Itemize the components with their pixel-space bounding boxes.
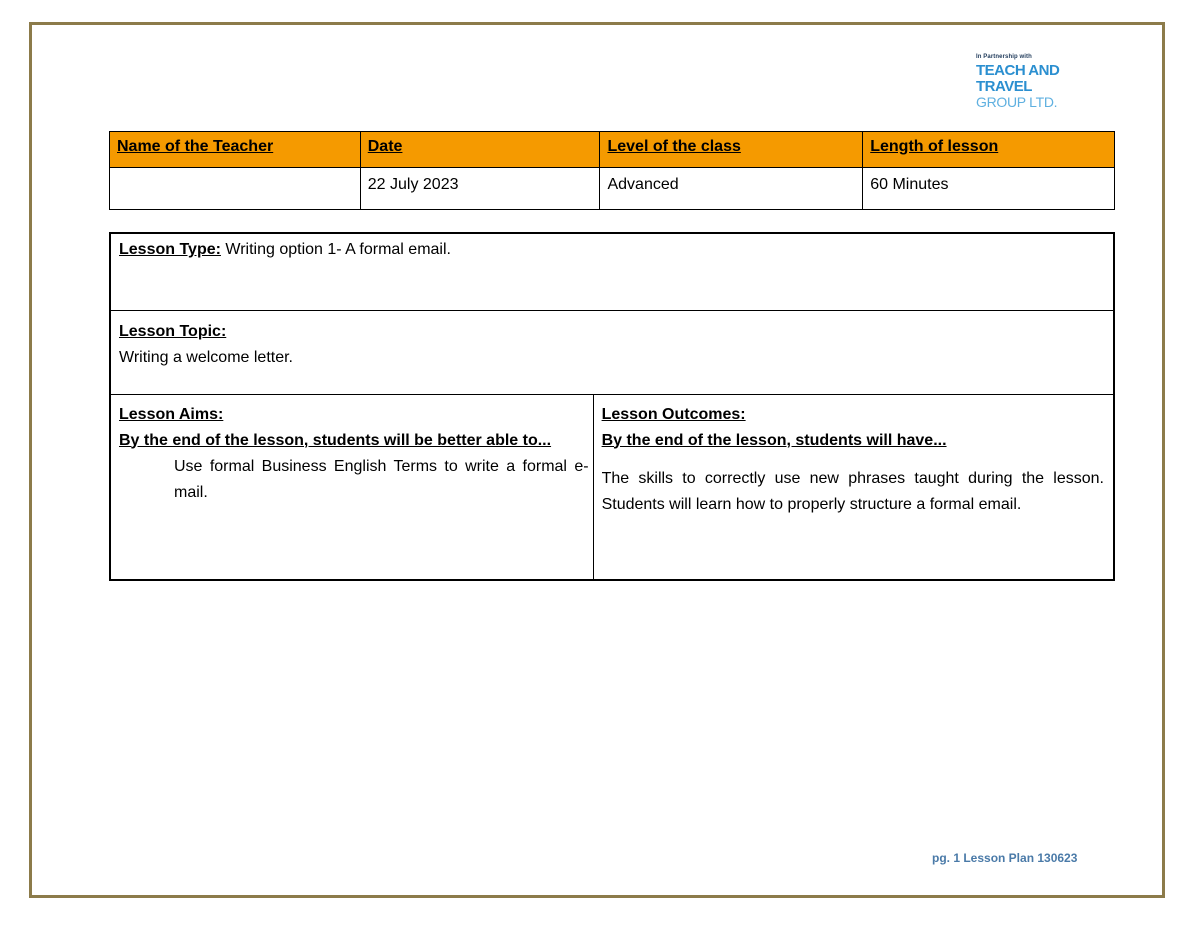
lesson-detail-table bbox=[109, 232, 1115, 581]
logo-tagline: In Partnership with bbox=[976, 54, 1032, 60]
value-date: 22 July 2023 bbox=[360, 168, 600, 210]
info-value-row bbox=[110, 168, 1115, 210]
aims-intro: By the end of the lesson, students will be better able to... bbox=[119, 431, 552, 449]
lesson-type-value: Writing option 1- A formal email. bbox=[225, 241, 451, 258]
header-teacher-name: Name of the Teacher bbox=[110, 132, 361, 168]
header-date: Date bbox=[360, 132, 600, 168]
logo-line-2: GROUP LTD. bbox=[976, 94, 1058, 110]
aims-cell bbox=[110, 394, 593, 580]
outcomes-cell bbox=[593, 394, 1114, 580]
company-logo bbox=[976, 54, 1116, 109]
aims-label: Lesson Aims: bbox=[119, 405, 224, 423]
value-teacher-name bbox=[110, 168, 361, 210]
lesson-info-table bbox=[109, 131, 1115, 210]
outcomes-intro: By the end of the lesson, students will have... bbox=[601, 431, 947, 449]
lesson-topic-value: Writing a welcome letter. bbox=[119, 348, 293, 366]
lesson-type-row bbox=[110, 233, 1114, 310]
aims-item: Use formal Business English Terms to write a formal e-mail. bbox=[174, 457, 589, 501]
lesson-type-label: Lesson Type: bbox=[119, 241, 221, 258]
page-footer: pg. 1 Lesson Plan 130623 bbox=[932, 851, 1078, 865]
header-class-level: Level of the class bbox=[600, 132, 863, 168]
logo-line-1: TEACH AND TRAVEL bbox=[976, 62, 1060, 95]
header-lesson-length: Length of lesson bbox=[863, 132, 1115, 168]
lesson-topic-row bbox=[110, 310, 1114, 394]
aims-outcomes-row bbox=[110, 394, 1114, 580]
value-class-level: Advanced bbox=[600, 168, 863, 210]
outcomes-text: The skills to correctly use new phrases taught during the lesson. Students will learn how to properly structure a formal email. bbox=[601, 469, 1104, 513]
value-lesson-length: 60 Minutes bbox=[863, 168, 1115, 210]
outcomes-label: Lesson Outcomes: bbox=[601, 405, 746, 423]
lesson-topic-label: Lesson Topic: bbox=[119, 322, 227, 340]
info-header-row bbox=[110, 132, 1115, 168]
